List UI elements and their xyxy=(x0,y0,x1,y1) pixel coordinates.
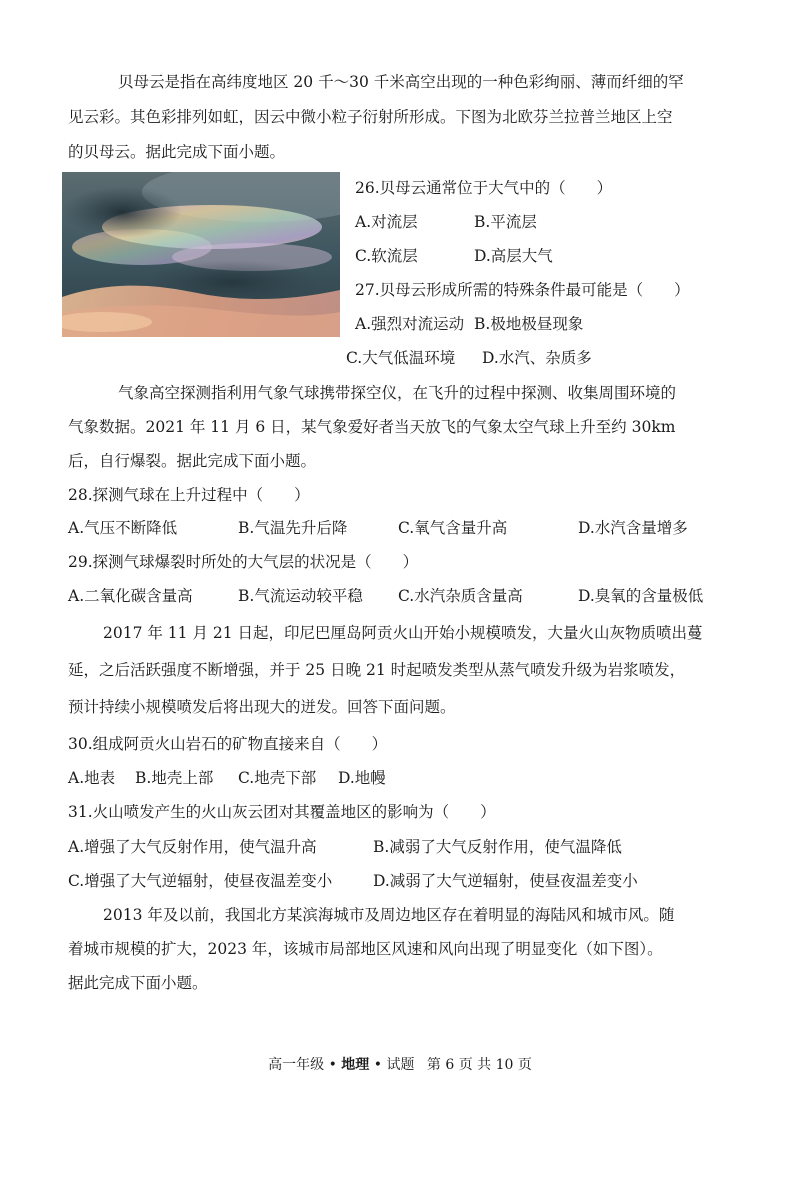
cloud-image-icon xyxy=(62,172,340,337)
q27-option-c[interactable]: C.大气低温环境 xyxy=(346,349,456,367)
passage3-line3: 预计持续小规模喷发后将出现大的迸发。回答下面问题。 xyxy=(68,698,456,716)
q28-option-c[interactable]: C.氧气含量升高 xyxy=(398,519,508,537)
page-footer xyxy=(0,1055,800,1075)
passage1-line1: 贝母云是指在高纬度地区 20 千～30 千米高空出现的一种色彩绚丽、薄而纤细的罕 xyxy=(118,73,684,91)
passage4-line3: 据此完成下面小题。 xyxy=(68,974,208,992)
q26-option-c[interactable]: C.软流层 xyxy=(355,247,418,265)
q26-option-a[interactable]: A.对流层 xyxy=(355,213,418,231)
q29-stem: 29.探测气球爆裂时所处的大气层的状况是（ ） xyxy=(68,553,419,571)
q27-option-a[interactable]: A.强烈对流运动 xyxy=(355,315,465,333)
q28-option-a[interactable]: A.气压不断降低 xyxy=(68,519,178,537)
passage4-line1: 2013 年及以前，我国北方某滨海城市及周边地区存在着明显的海陆风和城市风。随 xyxy=(103,906,675,924)
q29-option-a[interactable]: A.二氧化碳含量高 xyxy=(68,587,193,605)
q26-option-b[interactable]: B.平流层 xyxy=(474,213,537,231)
q28-option-b[interactable]: B.气温先升后降 xyxy=(238,519,348,537)
footer-grade: 高一年级 xyxy=(268,1057,325,1073)
passage2-line3: 后，自行爆裂。据此完成下面小题。 xyxy=(68,452,317,470)
q30-option-d[interactable]: D.地幔 xyxy=(338,769,386,787)
q27-option-b[interactable]: B.极地极昼现象 xyxy=(474,315,584,333)
q27-option-d[interactable]: D.水汽、杂质多 xyxy=(482,349,592,367)
footer-separator: • xyxy=(373,1057,382,1073)
q31-option-d[interactable]: D.减弱了大气逆辐射，使昼夜温差变小 xyxy=(373,872,638,890)
q29-option-b[interactable]: B.气流运动较平稳 xyxy=(238,587,363,605)
q30-option-a[interactable]: A.地表 xyxy=(68,769,116,787)
footer-subject: 地理 xyxy=(341,1057,370,1073)
footer-page-number: 第 6 页 共 10 页 xyxy=(426,1057,532,1073)
q31-option-b[interactable]: B.减弱了大气反射作用，使气温降低 xyxy=(373,838,622,856)
q30-option-b[interactable]: B.地壳上部 xyxy=(135,769,214,787)
q31-stem: 31.火山喷发产生的火山灰云团对其覆盖地区的影响为（ ） xyxy=(68,803,496,821)
q26-option-d[interactable]: D.高层大气 xyxy=(474,247,553,265)
passage2-line1: 气象高空探测指利用气象气球携带探空仪，在飞升的过程中探测、收集周围环境的 xyxy=(118,384,677,402)
q31-option-c[interactable]: C.增强了大气逆辐射，使昼夜温差变小 xyxy=(68,872,333,890)
passage4-line2: 着城市规模的扩大，2023 年，该城市局部地区风速和风向出现了明显变化（如下图）。 xyxy=(68,940,663,958)
q30-stem: 30.组成阿贡火山岩石的矿物直接来自（ ） xyxy=(68,735,388,753)
q26-stem: 26.贝母云通常位于大气中的（ ） xyxy=(355,179,613,197)
passage2-line2: 气象数据。2021 年 11 月 6 日，某气象爱好者当天放飞的气象太空气球上升至约 30km xyxy=(68,418,676,436)
nacreous-cloud-photo xyxy=(62,172,340,337)
q27-stem: 27.贝母云形成所需的特殊条件最可能是（ ） xyxy=(355,281,690,299)
passage1-line2: 见云彩。其色彩排列如虹，因云中微小粒子衍射所形成。下图为北欧芬兰拉普兰地区上空 xyxy=(68,108,673,126)
q30-option-c[interactable]: C.地壳下部 xyxy=(238,769,317,787)
passage3-line2: 延，之后活跃强度不断增强，并于 25 日晚 21 时起喷发类型从蒸气喷发升级为岩浆喷发， xyxy=(68,661,686,679)
footer-type: 试题 xyxy=(386,1057,415,1073)
passage1-line3: 的贝母云。据此完成下面小题。 xyxy=(68,143,286,161)
footer-separator: • xyxy=(328,1057,337,1073)
passage3-line1: 2017 年 11 月 21 日起，印尼巴厘岛阿贡火山开始小规模喷发，大量火山灰物质喷出蔓 xyxy=(103,624,703,642)
q31-option-a[interactable]: A.增强了大气反射作用，使气温升高 xyxy=(68,838,317,856)
q28-stem: 28.探测气球在上升过程中（ ） xyxy=(68,486,310,504)
q29-option-c[interactable]: C.水汽杂质含量高 xyxy=(398,587,523,605)
q29-option-d[interactable]: D.臭氧的含量极低 xyxy=(578,587,704,605)
q28-option-d[interactable]: D.水汽含量增多 xyxy=(578,519,688,537)
